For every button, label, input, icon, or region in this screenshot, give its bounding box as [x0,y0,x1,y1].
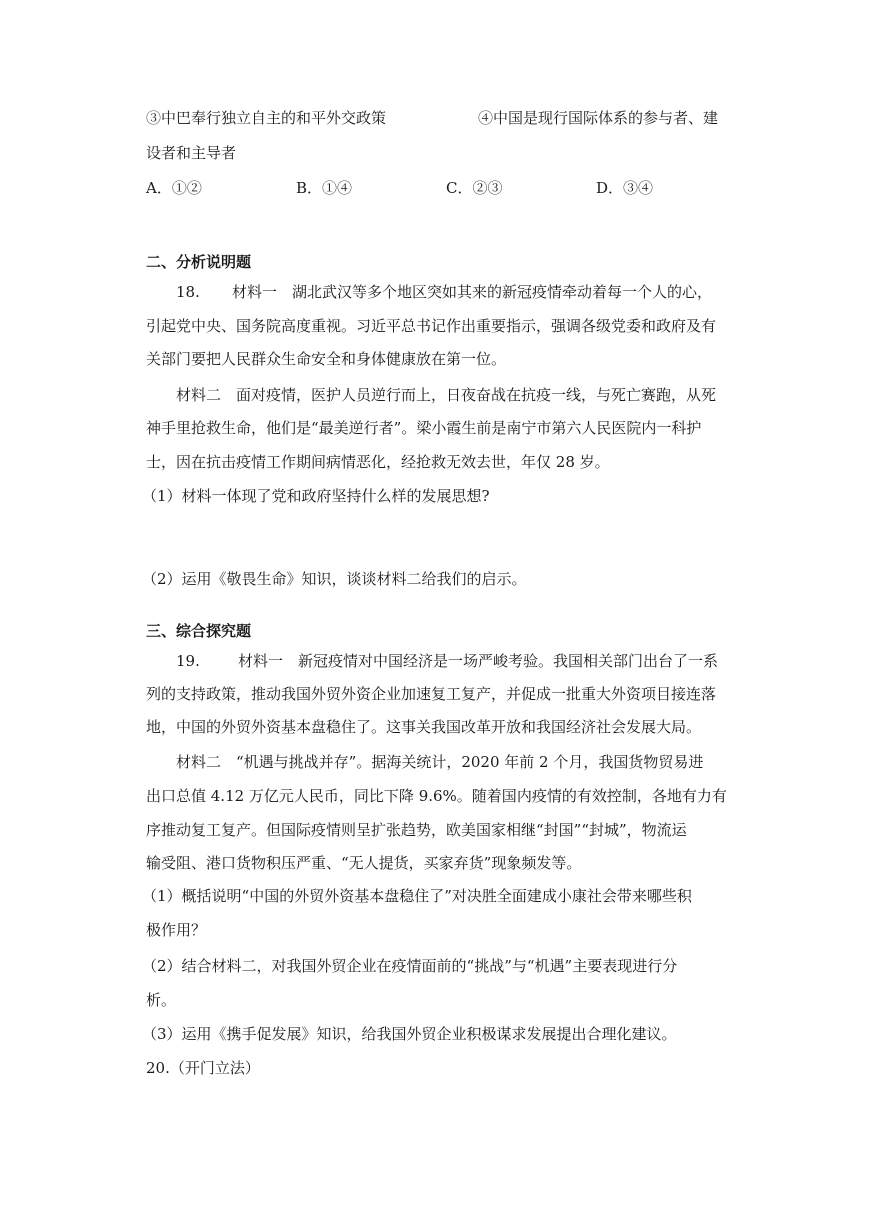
q17-option-b: B．①④ [296,179,353,197]
q19-material-1-line-1: 材料一 新冠疫情对中国经济是一场严峻考验。我国相关部门出台了一系 [238,652,719,670]
q19-material-2-line-3: 序推动复工复产。但国际疫情则呈扩张趋势，欧美国家相继“封国”“封城”，物流运 [146,821,687,839]
q18-subquestion-2: （2）运用《敬畏生命》知识，谈谈材料二给我们的启示。 [142,570,527,588]
q18-number: 18. [176,283,200,301]
q19-subquestion-3: （3）运用《携手促发展》知识，给我国外贸企业积极谋求发展提出合理化建议。 [142,1025,677,1043]
q20-heading: 20.（开门立法） [146,1059,260,1077]
q18-material-2-line-1: 材料二 面对疫情，医护人员逆行而上，日夜奋战在抗疫一线，与死亡赛跑，从死 [176,386,717,404]
q19-subquestion-1-line-2: 极作用？ [146,921,207,939]
q18-material-2-line-3: 士，因在抗击疫情工作期间病情恶化，经抢救无效去世，年仅 28 岁。 [146,453,610,471]
q18-material-1-line-2: 引起党中央、国务院高度重视。习近平总书记作出重要指示，强调各级党委和政府及有 [146,317,717,335]
q18-material-2-line-2: 神手里抢救生命，他们是“最美逆行者”。梁小霞生前是南宁市第六人民医院内一科护 [146,419,702,437]
q19-material-2-line-2: 出口总值 4.12 万亿元人民币，同比下降 9.6%。随着国内疫情的有效控制，各地有力有 [146,787,727,805]
q19-subquestion-2-line-1: （2）结合材料二，对我国外贸企业在疫情面前的“挑战”与“机遇”主要表现进行分 [142,957,678,975]
q19-material-1-line-2: 列的支持政策，推动我国外贸外资企业加速复工复产，并促成一批重大外资项目接连落 [146,685,717,703]
q19-material-2-line-1: 材料二 “机遇与挑战并存”。据海关统计，2020 年前 2 个月，我国货物贸易进 [176,753,704,771]
q17-option-d: D．③④ [596,179,654,197]
section-2-heading: 二、分析说明题 [146,253,252,271]
q19-material-1-line-3: 地，中国的外贸外资基本盘稳住了。这事关我国改革开放和我国经济社会发展大局。 [146,718,702,736]
q19-number: 19. [176,652,200,670]
q17-option-c: C．②③ [446,179,503,197]
q18-material-1-line-3: 关部门要把人民群众生命安全和身体健康放在第一位。 [146,350,507,368]
q17-option-a: A．①② [146,179,202,197]
q19-material-2-line-4: 输受阻、港口货物积压严重、“无人提货，买家弃货”现象频发等。 [146,854,582,872]
section-3-heading: 三、综合探究题 [146,622,252,640]
q17-item-3: ③中巴奉行独立自主的和平外交政策 [146,109,387,127]
q18-material-1-line-1: 材料一 湖北武汉等多个地区突如其来的新冠疫情牵动着每一个人的心， [232,283,713,301]
q17-item-4-part1: ④中国是现行国际体系的参与者、建 [478,109,719,127]
q18-subquestion-1: （1）材料一体现了党和政府坚持什么样的发展思想? [142,487,490,505]
q19-subquestion-1-line-1: （1）概括说明“中国的外贸外资基本盘稳住了”对决胜全面建成小康社会带来哪些积 [142,887,692,905]
q19-subquestion-2-line-2: 析。 [146,991,177,1009]
q17-item-4-part2: 设者和主导者 [146,144,237,162]
